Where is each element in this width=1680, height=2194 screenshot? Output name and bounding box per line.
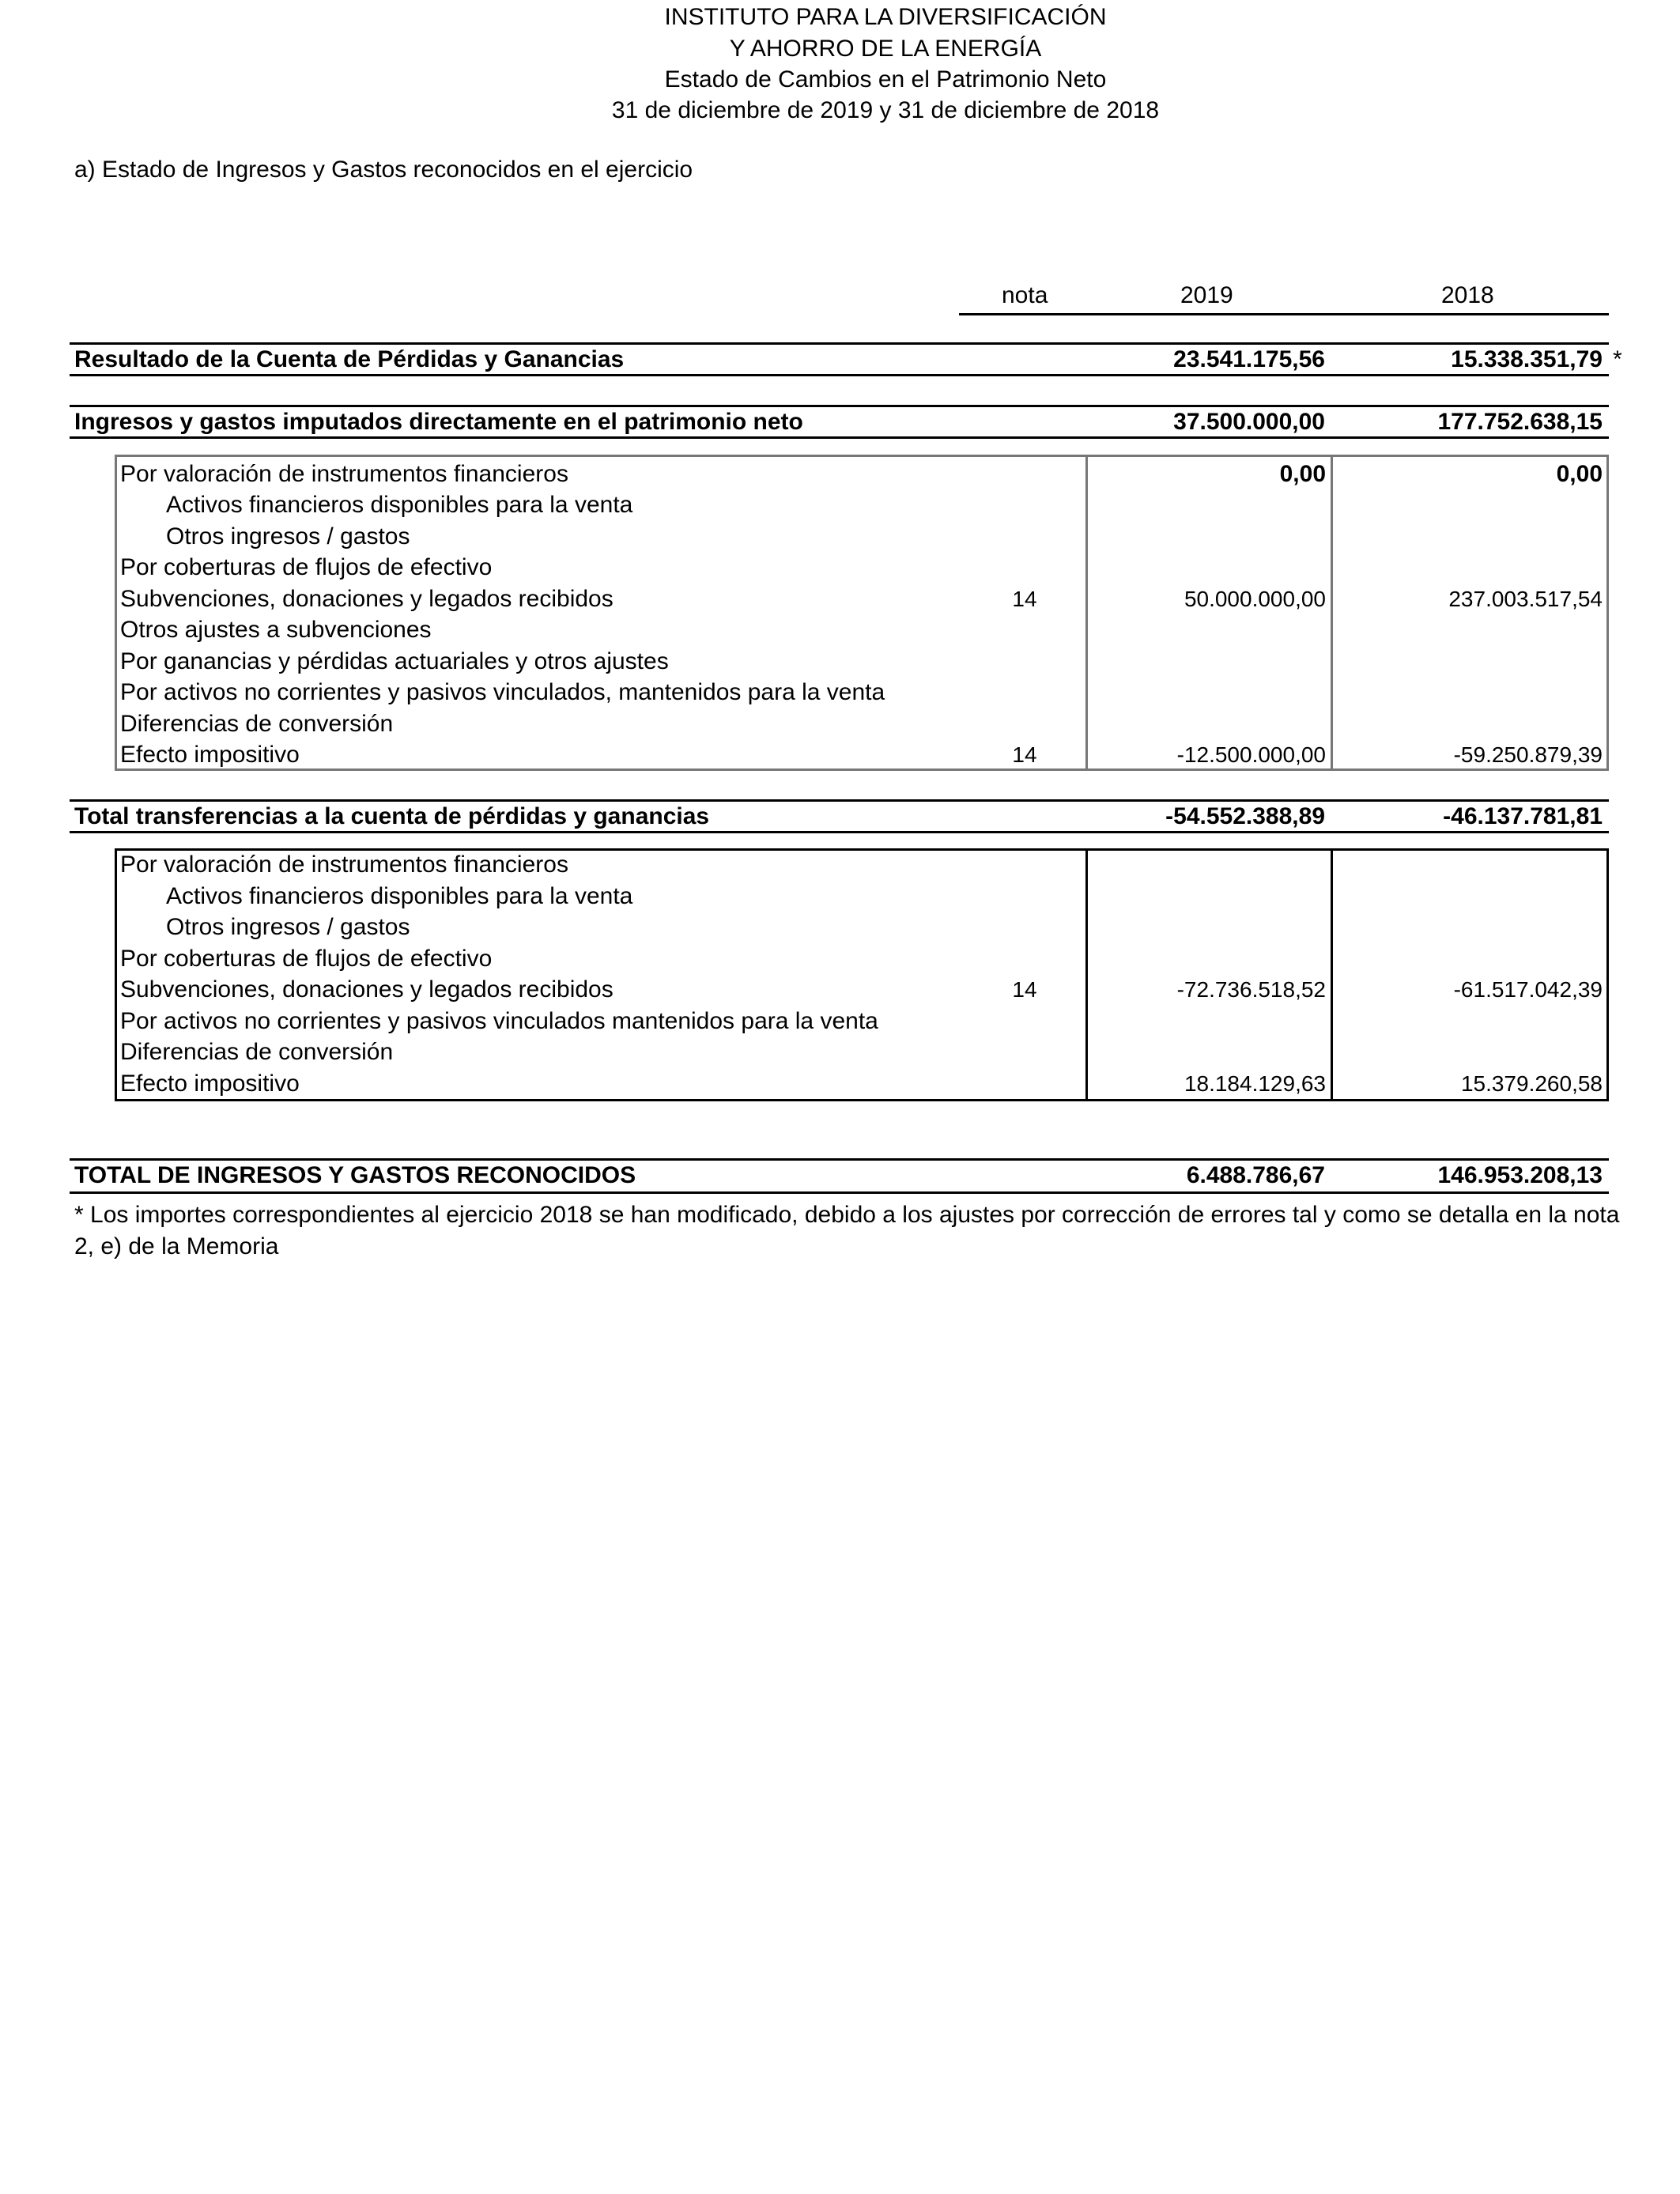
transferencias-row-label: Subvenciones, donaciones y legados recibidos [120, 976, 613, 1003]
header-statement-title: Estado de Cambios en el Patrimonio Neto [664, 66, 1107, 93]
transferencias-row-2019: 18.184.129,63 [1184, 1071, 1326, 1096]
column-header-rule [959, 313, 1609, 315]
ingresos-row-label: Por coberturas de flujos de efectivo [120, 554, 493, 580]
header-institution-line1: INSTITUTO PARA LA DIVERSIFICACIÓN [664, 4, 1107, 30]
column-divider [1085, 455, 1088, 771]
ingresos-row-nota: 14 [1012, 587, 1037, 611]
resultado-2018: 15.338.351,79 [1451, 346, 1603, 372]
ingresos-label: Ingresos y gastos imputados directamente en el patrimonio neto [74, 409, 803, 435]
header-period: 31 de diciembre de 2019 y 31 de diciembre de 2018 [611, 97, 1160, 123]
column-divider [1085, 848, 1088, 1101]
transferencias-row-2019: -72.736.518,52 [1176, 977, 1326, 1002]
transferencias-row-label: Activos financieros disponibles para la venta [166, 883, 633, 909]
column-header-nota: nota [1002, 282, 1048, 308]
header-institution-line2: Y AHORRO DE LA ENERGÍA [729, 36, 1042, 62]
column-header-2018: 2018 [1441, 282, 1494, 308]
transferencias-row-label: Efecto impositivo [120, 1071, 300, 1097]
transferencias-2019: -54.552.388,89 [1165, 803, 1325, 829]
total-label: TOTAL DE INGRESOS Y GASTOS RECONOCIDOS [74, 1162, 636, 1188]
transferencias-row-label: Por valoración de instrumentos financieros [120, 852, 568, 878]
footnote: * Los importes correspondientes al ejercicio 2018 se han modificado, debido a los ajustes por corrección de errores tal y como se detalla en la nota 2, e) de la Memoria [74, 1202, 1620, 1259]
column-divider [1331, 848, 1333, 1101]
ingresos-row-label: Efecto impositivo [120, 742, 300, 768]
ingresos-row-2019: 50.000.000,00 [1184, 587, 1326, 611]
resultado-label: Resultado de la Cuenta de Pérdidas y Ganancias [74, 346, 625, 372]
section-title: a) Estado de Ingresos y Gastos reconocidos en el ejercicio [74, 157, 693, 183]
ingresos-row-label: Por ganancias y pérdidas actuariales y otros ajustes [120, 648, 669, 674]
transferencias-row-label: Por coberturas de flujos de efectivo [120, 946, 493, 972]
rule [70, 831, 1609, 833]
ingresos-row-2019: -12.500.000,00 [1176, 742, 1326, 767]
ingresos-row-nota: 14 [1012, 742, 1037, 767]
ingresos-row-label: Otros ajustes a subvenciones [120, 617, 432, 643]
ingresos-2019: 37.500.000,00 [1173, 409, 1325, 435]
transferencias-row-nota: 14 [1012, 977, 1037, 1002]
restated-asterisk: * [1613, 346, 1622, 372]
transferencias-row-label: Por activos no corrientes y pasivos vinculados mantenidos para la venta [120, 1008, 878, 1034]
ingresos-row-2018: 0,00 [1556, 461, 1603, 487]
ingresos-row-label: Por activos no corrientes y pasivos vinculados, mantenidos para la venta [120, 679, 885, 705]
ingresos-row-2019: 0,00 [1279, 461, 1326, 487]
resultado-2019: 23.541.175,56 [1173, 346, 1325, 372]
column-header-2019: 2019 [1180, 282, 1233, 308]
ingresos-row-label: Activos financieros disponibles para la venta [166, 492, 633, 518]
rule [70, 436, 1609, 439]
ingresos-row-2018: -59.250.879,39 [1453, 742, 1603, 767]
ingresos-row-label: Subvenciones, donaciones y legados recibidos [120, 586, 613, 612]
total-2019: 6.488.786,67 [1186, 1162, 1325, 1188]
transferencias-row-label: Otros ingresos / gastos [166, 914, 410, 940]
ingresos-row-label: Por valoración de instrumentos financieros [120, 461, 568, 487]
transferencias-label: Total transferencias a la cuenta de pérdidas y ganancias [74, 803, 710, 829]
column-divider [1331, 455, 1333, 771]
rule [70, 374, 1609, 376]
total-2018: 146.953.208,13 [1437, 1162, 1603, 1188]
ingresos-row-label: Otros ingresos / gastos [166, 523, 410, 549]
transferencias-row-label: Diferencias de conversión [120, 1039, 394, 1065]
transferencias-2018: -46.137.781,81 [1443, 803, 1603, 829]
ingresos-row-2018: 237.003.517,54 [1448, 587, 1603, 611]
ingresos-2018: 177.752.638,15 [1437, 409, 1603, 435]
transferencias-row-2018: 15.379.260,58 [1460, 1071, 1603, 1096]
ingresos-row-label: Diferencias de conversión [120, 711, 394, 737]
transferencias-row-2018: -61.517.042,39 [1453, 977, 1603, 1002]
rule [70, 1191, 1609, 1194]
